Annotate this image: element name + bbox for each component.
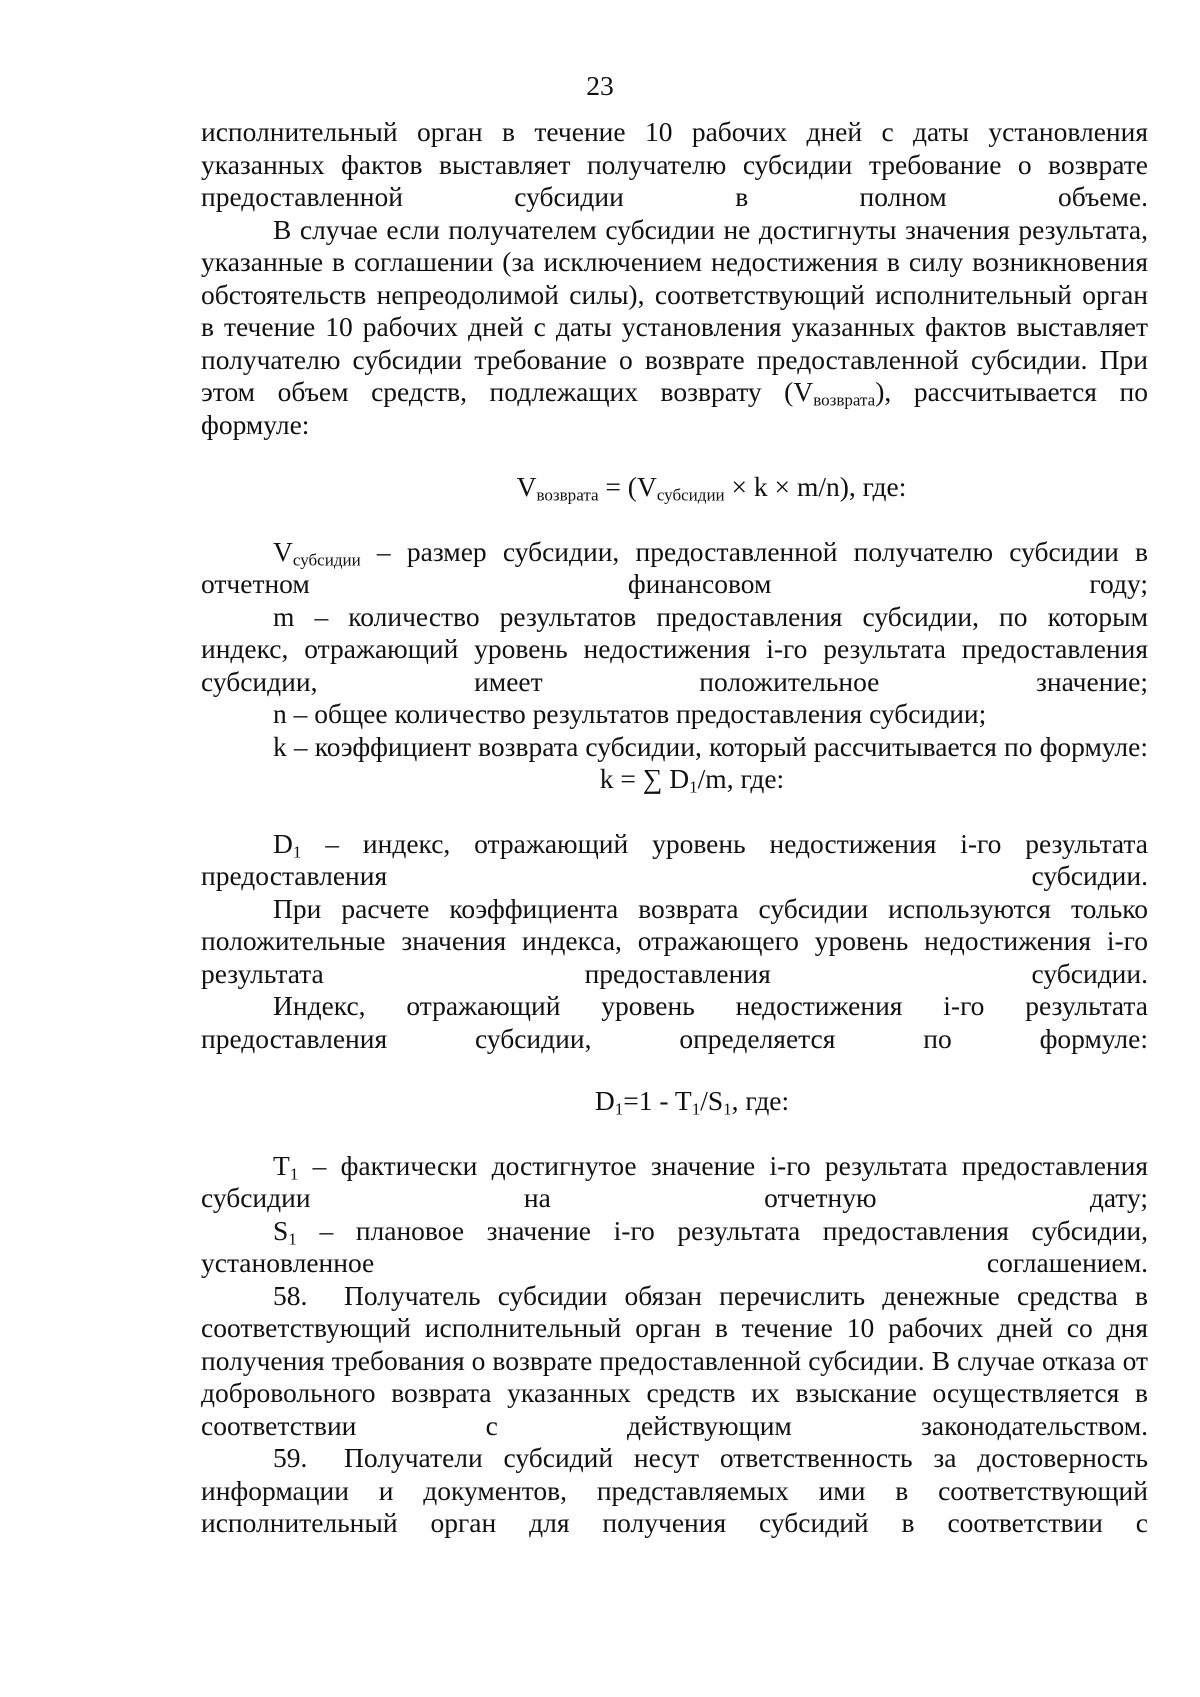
definition-t1: $T_1$ – фактически достигнутое значение i-го результата предоставления субсидии на отчетную дату; xyxy=(201,1149,1148,1213)
subscript: возврата xyxy=(813,390,876,410)
document-body xyxy=(201,116,1148,1540)
definition-s1: $S_1$ – плановое значение i-го результата предоставления субсидии, установленное соглашением. xyxy=(201,1214,1148,1278)
definition-d1: $D_1$ – индекс, отражающий уровень недостижения i-го результата предоставления субсидии. xyxy=(201,827,1148,891)
paragraph-text: В случае если получателем субсидии не достигнуты значения результата, указанные в соглашении (за исключением недостижения в силу возникновения обстоятельств непреодолимой силы), соответствующий исполнительный орган в течение 10 рабочих дней с даты установления указанных фактов выставляет получателю субсидии требование о возврате предоставленной субсидии. При этом объем средств, подлежащих возврату (V xyxy=(201,213,1148,407)
paragraph-text: ), рассчитывается по формуле: xyxy=(201,376,1148,440)
definition-k: k – коэффициент возврата субсидии, который рассчитывается по формуле: xyxy=(273,730,1148,762)
paragraph-result-not-achieved xyxy=(201,214,1148,442)
paragraph-continuation: исполнительный орган в течение 10 рабочих дней с даты установления указанных фактов выставляет получателю субсидии требование о возврате предоставленной субсидии в полном объеме. xyxy=(201,116,1148,212)
definition-n: n – общее количество результатов предоставления субсидии; xyxy=(273,698,987,729)
paragraph-index-definition: Индекс, отражающий уровень недостижения i-го результата предоставления субсидии, определяется по формуле: xyxy=(201,990,1148,1054)
definition-m: m – количество результатов предоставления субсидии, по которым индекс, отражающий уровень недостижения i-го результата предоставления субсидии, имеет положительное значение; xyxy=(201,600,1148,697)
paragraph-number: 58. xyxy=(273,1279,308,1311)
paragraph-number: 59. xyxy=(273,1442,308,1473)
formula-v-return: $V_{возврата} = (V_{субсидии} \times k \times m/n)$, где: xyxy=(516,471,907,505)
formula-d1: $D_1=1 - T_1/S_1$, где: xyxy=(594,1085,790,1119)
page-number: 23 xyxy=(586,70,614,101)
paragraph-58: 58. Получатель субсидии обязан перечислить денежные средства в соответствующий исполнительный орган в течение 10 рабочих дней со дня получения требования о возврате предоставленной субсидии. В случае отказа от добровольного возврата указанных средств их взыскание осуществляется в соответствии с действующим законодательством. xyxy=(201,1279,1148,1441)
paragraph-59: 59. Получатели субсидий несут ответственность за достоверность информации и документов, представляемых ими в соответствующий исполнительный орган для получения субсидий в соответствии с xyxy=(201,1442,1148,1538)
formula-k: k = ∑ $D_1/m$, где: xyxy=(599,763,785,797)
paragraph-positive-values: При расчете коэффициента возврата субсидии используются только положительные значения индекса, отражающего уровень недостижения i-го результата предоставления субсидии. xyxy=(201,892,1148,989)
definition-v-subsidy: $V_{субсидии}$ – размер субсидии, предоставленной получателю субсидии в отчетном финансовом году; xyxy=(201,535,1148,599)
